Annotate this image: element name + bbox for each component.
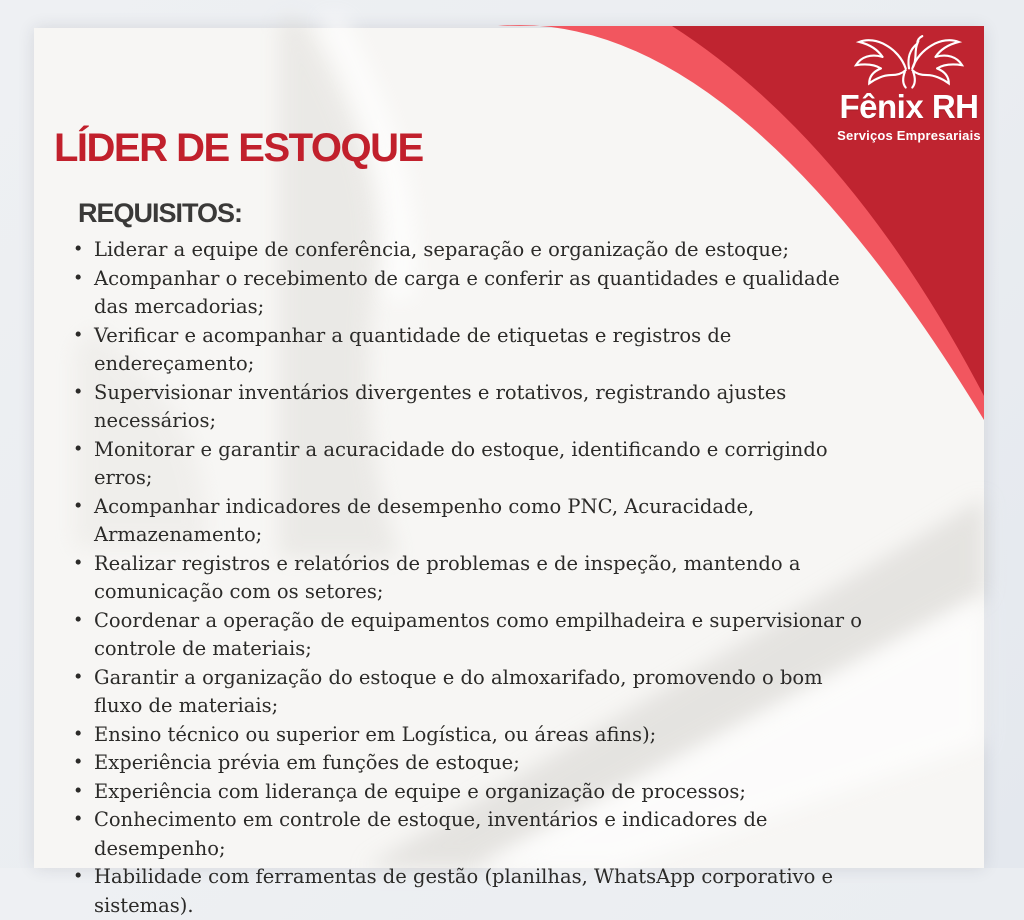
requirement-text: Conhecimento em controle de estoque, inventários e indicadores de desempenho; xyxy=(94,808,768,860)
requirement-item xyxy=(70,493,876,550)
flyer-card xyxy=(34,28,984,917)
requirement-text: Verificar e acompanhar a quantidade de etiquetas e registros de endereçamento; xyxy=(94,323,732,375)
phoenix-icon xyxy=(839,32,979,90)
bullet-icon: • xyxy=(73,667,84,688)
requirement-item xyxy=(70,379,876,436)
requirement-item xyxy=(70,778,876,807)
bullet-icon: • xyxy=(73,325,84,346)
requirement-text: Habilidade com ferramentas de gestão (planilhas, WhatsApp corporativo e sistemas). xyxy=(94,865,834,917)
requirement-text: Acompanhar indicadores de desempenho como PNC, Acuracidade, Armazenamento; xyxy=(94,494,755,546)
bullet-icon: • xyxy=(73,268,84,289)
requirement-item xyxy=(70,607,876,664)
bullet-icon: • xyxy=(73,610,84,631)
bullet-icon: • xyxy=(73,240,84,260)
requirement-text: Garantir a organização do estoque e do almoxarifado, promovendo o bom fluxo de materiais; xyxy=(94,665,823,717)
requirement-text: Coordenar a operação de equipamentos como empilhadeira e supervisionar o controle de materiais; xyxy=(94,608,862,660)
requirements-list xyxy=(70,236,876,920)
requirement-item xyxy=(70,863,876,920)
requirement-item xyxy=(70,664,876,721)
section-heading: REQUISITOS: xyxy=(78,198,243,228)
requirement-text: Realizar registros e relatórios de problemas e de inspeção, mantendo a comunicação com os setores; xyxy=(94,551,801,603)
requirement-item xyxy=(70,721,876,750)
bullet-icon: • xyxy=(73,810,84,830)
requirement-item xyxy=(70,265,876,322)
requirement-text: Liderar a equipe de conferência, separação e organização de estoque; xyxy=(94,238,790,261)
logo-tagline: Serviços Empresariais xyxy=(837,127,981,143)
requirement-text: Monitorar e garantir a acuracidade do estoque, identificando e corrigindo erros; xyxy=(94,437,828,489)
bullet-icon: • xyxy=(73,724,84,745)
logo-name: Fênix RH xyxy=(839,88,979,125)
bullet-icon: • xyxy=(73,439,84,460)
requirement-text: Acompanhar o recebimento de carga e conferir as quantidades e qualidade das mercadorias; xyxy=(94,266,840,318)
page-title: LÍDER DE ESTOQUE xyxy=(54,126,423,170)
requirement-text: Supervisionar inventários divergentes e rotativos, registrando ajustes necessários; xyxy=(94,380,787,432)
requirement-text: Experiência com liderança de equipe e organização de processos; xyxy=(94,779,746,803)
bullet-icon: • xyxy=(73,867,84,887)
bullet-icon: • xyxy=(73,496,84,517)
bullet-icon: • xyxy=(73,382,84,403)
bullet-icon: • xyxy=(73,553,84,574)
requirement-text: Experiência prévia em funções de estoque; xyxy=(94,751,520,774)
bullet-icon: • xyxy=(73,781,84,802)
requirement-item xyxy=(70,749,876,778)
requirement-item xyxy=(70,550,876,607)
requirement-text: Ensino técnico ou superior em Logística, ou áreas afins); xyxy=(94,722,657,746)
requirement-item xyxy=(70,436,876,493)
requirement-item xyxy=(70,806,876,863)
requirement-item xyxy=(70,236,876,265)
bullet-icon: • xyxy=(73,753,84,773)
logo xyxy=(802,32,1016,143)
requirement-item xyxy=(70,322,876,379)
